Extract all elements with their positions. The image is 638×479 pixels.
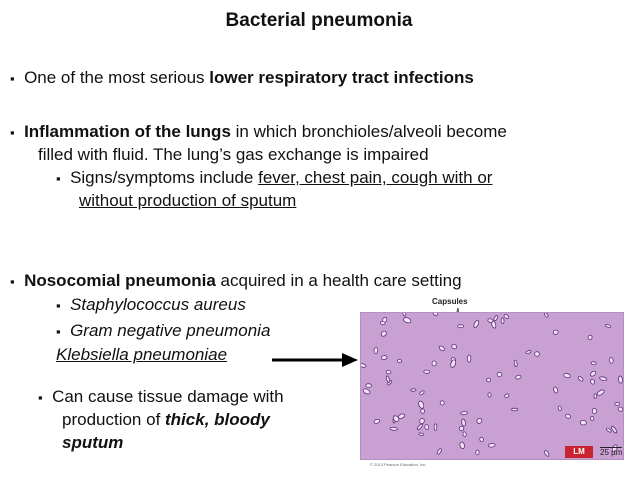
bacterium-cell: [605, 324, 611, 329]
bacterium-cell: [512, 408, 518, 411]
bacterium-cell: [403, 317, 412, 324]
square-bullet-icon: ▪: [38, 390, 43, 405]
bacterium-cell: [486, 377, 491, 382]
scale-bar-label: 25 µm: [600, 448, 623, 457]
bacterium-cell: [432, 361, 436, 366]
bullet-3-bold: Nosocomial pneumonia: [24, 271, 216, 290]
bacterium-cell: [381, 355, 387, 360]
bacterium-cell: [615, 402, 620, 406]
bacterium-cell: [606, 427, 612, 432]
bacterium-cell: [467, 355, 471, 362]
bullet-2: [10, 121, 507, 144]
bullet-4-cont: [62, 409, 270, 431]
bacterium-cell: [590, 379, 595, 385]
bacterium-cell: [432, 313, 439, 317]
bacterium-cell: [594, 394, 597, 399]
bacterium-cell: [580, 420, 586, 425]
bacterium-cell: [496, 371, 502, 377]
bacterium-cell: [451, 344, 457, 350]
bacterium-cell: [459, 426, 464, 431]
micrograph-cells: [361, 313, 623, 459]
bacterium-cell: [515, 375, 521, 380]
bacterium-cell: [461, 419, 466, 427]
bacterium-cell: [386, 370, 391, 374]
klebsiella-text: Klebsiella pneumoniae: [56, 345, 228, 364]
bullet-3: [10, 270, 462, 293]
bullet-4-bold-italic-2: sputum: [62, 433, 124, 452]
signs-cont: [79, 190, 296, 212]
bacterium-cell: [419, 433, 424, 436]
subbullet-gram: [56, 320, 270, 343]
subbullet-staph: [56, 294, 246, 317]
bacterium-cell: [591, 361, 596, 365]
bacterium-cell: [553, 329, 559, 335]
bacterium-cell: [419, 418, 425, 424]
bacterium-cell: [473, 320, 480, 329]
bacterium-cell: [501, 318, 504, 324]
bacterium-cell: [421, 409, 425, 414]
bullet-1: [10, 67, 474, 90]
bacterium-cell: [434, 424, 437, 431]
gram-text: Gram negative pneumonia: [70, 321, 271, 340]
bullet-1-text: One of the most serious: [24, 68, 210, 87]
micrograph-image: [360, 312, 624, 460]
bacterium-cell: [374, 347, 378, 353]
bacterium-cell: [526, 350, 532, 354]
bacterium-cell: [440, 400, 445, 405]
bacterium-cell: [493, 315, 498, 321]
subbullet-signs: [56, 167, 492, 190]
bacterium-cell: [462, 431, 466, 436]
bacterium-cell: [590, 416, 594, 421]
bacterium-cell: [411, 388, 416, 391]
bacterium-cell: [374, 419, 381, 424]
square-bullet-icon: ▪: [10, 71, 15, 86]
bacterium-cell: [380, 321, 385, 325]
bacterium-cell: [488, 318, 494, 323]
bacterium-cell: [362, 388, 371, 395]
square-bullet-icon: ▪: [56, 171, 61, 186]
bacterium-cell: [488, 443, 495, 447]
bacterium-cell: [596, 389, 605, 397]
capsules-label: Capsules: [432, 297, 468, 306]
bacterium-cell: [592, 408, 597, 414]
bacterium-cell: [590, 370, 597, 377]
bacterium-cell: [419, 390, 425, 396]
bacterium-cell: [438, 345, 445, 352]
bullet-4-cont2: [62, 432, 123, 454]
bacterium-cell: [458, 325, 464, 328]
square-bullet-icon: ▪: [10, 125, 15, 140]
bacterium-cell: [418, 400, 425, 409]
bullet-2-cont: filled with fluid. The lung’s gas exchange is impaired: [38, 145, 429, 164]
bullet-4-text: Can cause tissue damage with: [52, 387, 284, 406]
bacterium-cell: [386, 375, 391, 382]
bacterium-cell: [544, 313, 549, 318]
bacterium-cell: [488, 392, 492, 397]
bacterium-cell: [618, 376, 623, 384]
bacterium-cell: [476, 417, 483, 424]
bacterium-cell: [479, 437, 484, 442]
bacterium-cell: [611, 426, 618, 434]
lm-badge: LM: [565, 446, 593, 458]
bacterium-cell: [460, 411, 467, 415]
bacterium-cell: [424, 370, 430, 374]
bacterium-cell: [553, 386, 559, 393]
bacterium-cell: [390, 427, 398, 431]
bacterium-cell: [475, 450, 479, 455]
figure-credit: © 2013 Pearson Education, Inc.: [370, 462, 427, 467]
bullet-4-bold-italic: thick, bloody: [165, 410, 270, 429]
bullet-2-text: in which bronchioles/alveoli become: [230, 122, 507, 141]
bacterium-cell: [558, 406, 562, 411]
bacterium-cell: [436, 448, 442, 455]
signs-underlined: fever, chest pain, cough with or: [258, 168, 493, 187]
bullet-3-text: acquired in a health care setting: [215, 271, 462, 290]
bacterium-cell: [578, 376, 584, 382]
bacterium-cell: [366, 384, 372, 388]
bacterium-cell: [565, 414, 571, 420]
bacterium-cell: [402, 313, 406, 317]
bullet-1-bold: lower respiratory tract infections: [209, 68, 474, 87]
bacterium-cell: [504, 393, 510, 398]
bacterium-cell: [588, 335, 592, 339]
bacterium-cell: [599, 376, 607, 381]
arrow-right-icon: [270, 348, 360, 372]
bacterium-cell: [563, 373, 571, 379]
square-bullet-icon: ▪: [56, 324, 61, 339]
bacterium-cell: [534, 351, 540, 356]
bacterium-cell: [544, 450, 550, 457]
bullet-4: [38, 386, 284, 409]
bacterium-cell: [397, 359, 402, 363]
bacterium-cell: [618, 406, 623, 412]
square-bullet-icon: ▪: [10, 274, 15, 289]
signs-underlined-2: without production of sputum: [79, 191, 297, 210]
bullet-2-bold: Inflammation of the lungs: [24, 122, 231, 141]
square-bullet-icon: ▪: [56, 298, 61, 313]
bacterium-cell: [417, 423, 424, 430]
bacterium-cell: [380, 330, 387, 337]
bacterium-cell: [514, 360, 518, 367]
slide-title: Bacterial pneumonia: [225, 10, 413, 31]
scale-bar: [600, 447, 622, 448]
staph-text: Staphylococcus aureus: [70, 295, 246, 314]
bullet-4-text2: production of: [62, 410, 166, 429]
bacterium-cell: [609, 357, 614, 363]
bacterium-cell: [424, 424, 429, 430]
bacterium-cell: [503, 314, 509, 320]
bacterium-cell: [459, 441, 465, 449]
klebsiella-label: [56, 344, 227, 366]
signs-text: Signs/symptoms include: [70, 168, 259, 187]
bacterium-cell: [361, 363, 366, 368]
